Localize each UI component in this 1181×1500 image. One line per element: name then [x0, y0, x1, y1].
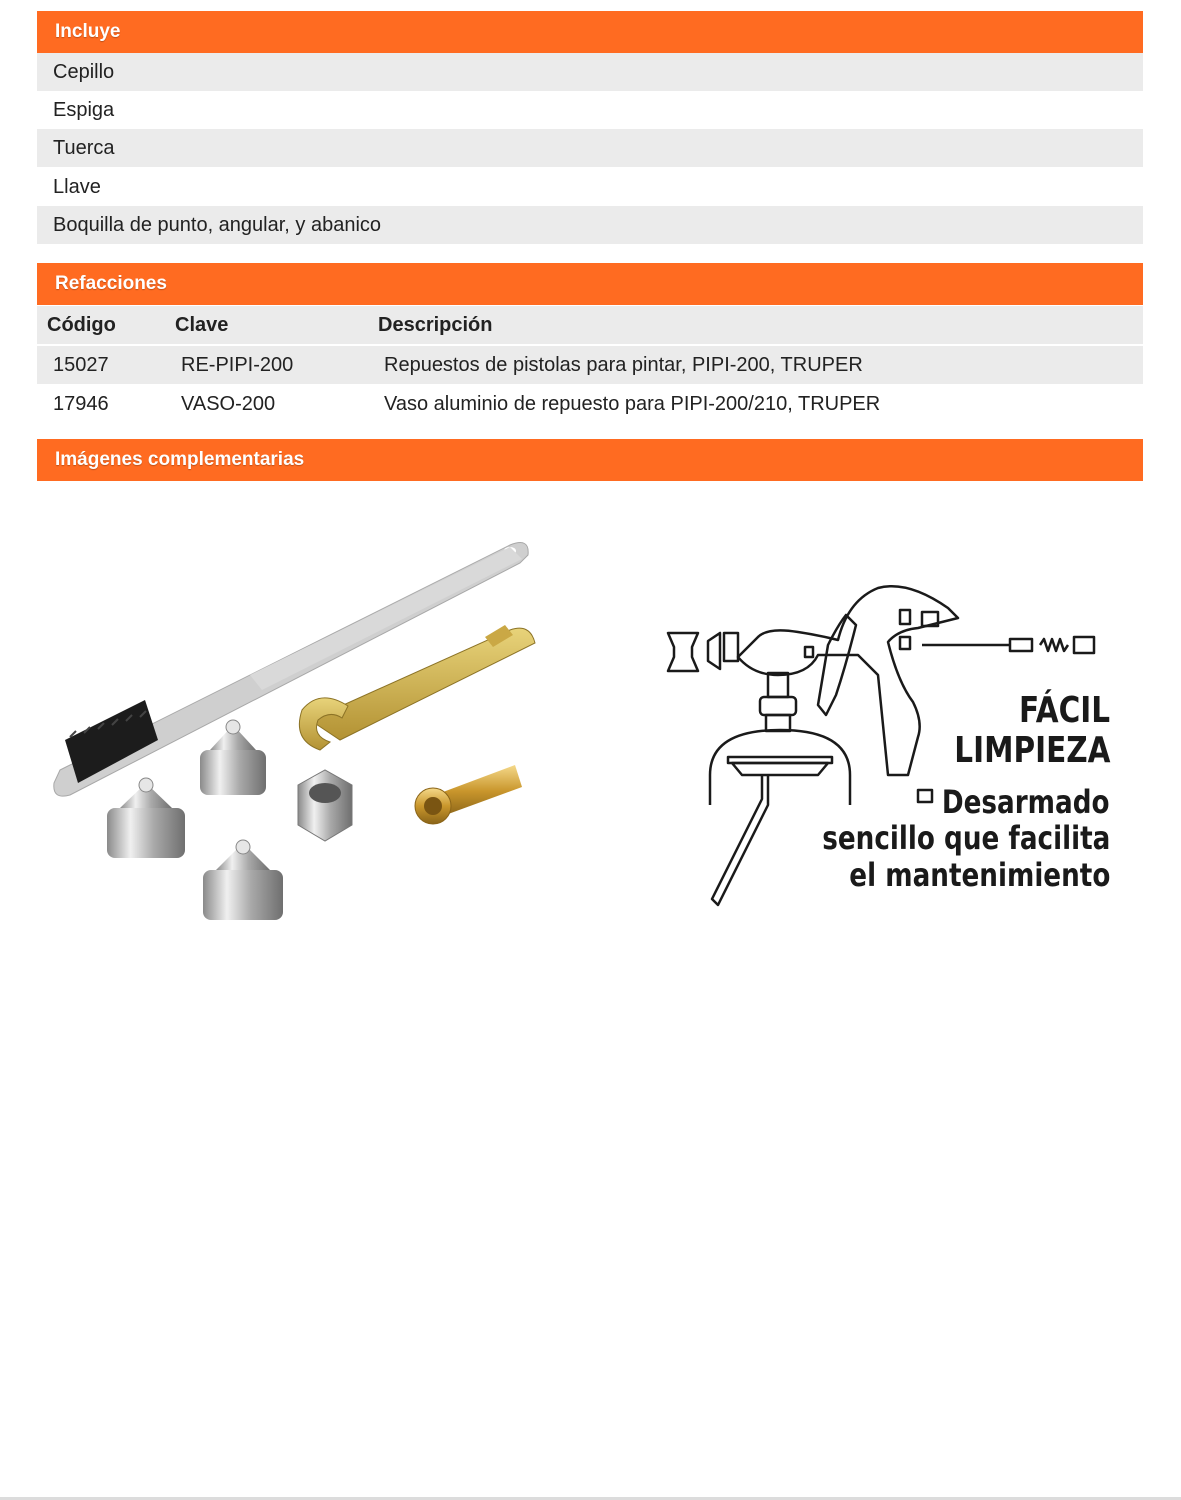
hose-fitting-icon [415, 765, 522, 824]
nozzle-cap-icon [203, 840, 283, 920]
cell-clave: VASO-200 [181, 392, 276, 415]
incluye-header [37, 11, 1143, 53]
table-row [37, 346, 1143, 384]
table-row [37, 385, 1143, 423]
item-label: Cepillo [53, 60, 115, 83]
cell-codigo: 17946 [53, 392, 109, 415]
imagenes-title: Imágenes complementarias [55, 449, 305, 470]
item-label: Tuerca [53, 136, 115, 159]
list-item [37, 168, 1143, 206]
column-header-descripcion: Descripción [378, 313, 493, 336]
spray-gun-diagram [660, 575, 1110, 920]
diagram-line-3: el mantenimiento [848, 856, 1110, 894]
item-label: Espiga [53, 98, 115, 121]
list-item [37, 206, 1143, 244]
item-label: Boquilla de punto, angular, y abanico [53, 213, 382, 236]
diagram-line-2: sencillo que facilita [821, 819, 1110, 857]
table-header-row [37, 306, 1143, 344]
column-header-clave: Clave [175, 313, 229, 336]
list-item [37, 129, 1143, 167]
cell-descripcion: Repuestos de pistolas para pintar, PIPI-200, TRUPER [384, 353, 863, 376]
list-item [37, 91, 1143, 129]
refacciones-header [37, 263, 1143, 305]
imagenes-header [37, 439, 1143, 481]
cell-clave: RE-PIPI-200 [181, 353, 294, 376]
item-label: Llave [53, 175, 101, 198]
nozzle-cap-icon [200, 720, 266, 795]
refacciones-title: Refacciones [55, 273, 167, 294]
diagram-headline-1: FÁCIL [1018, 690, 1110, 731]
hex-nut-icon [298, 770, 352, 841]
diagram-line-1: Desarmado [942, 783, 1110, 821]
diagram-headline-2: LIMPIEZA [953, 730, 1110, 771]
column-header-codigo: Código [47, 313, 116, 336]
list-item [37, 53, 1143, 91]
cell-codigo: 15027 [53, 353, 109, 376]
nozzle-cap-icon [107, 778, 185, 858]
parts-kit-image [40, 525, 550, 935]
incluye-title: Incluye [55, 21, 121, 42]
cell-descripcion: Vaso aluminio de repuesto para PIPI-200/210, TRUPER [384, 392, 881, 415]
